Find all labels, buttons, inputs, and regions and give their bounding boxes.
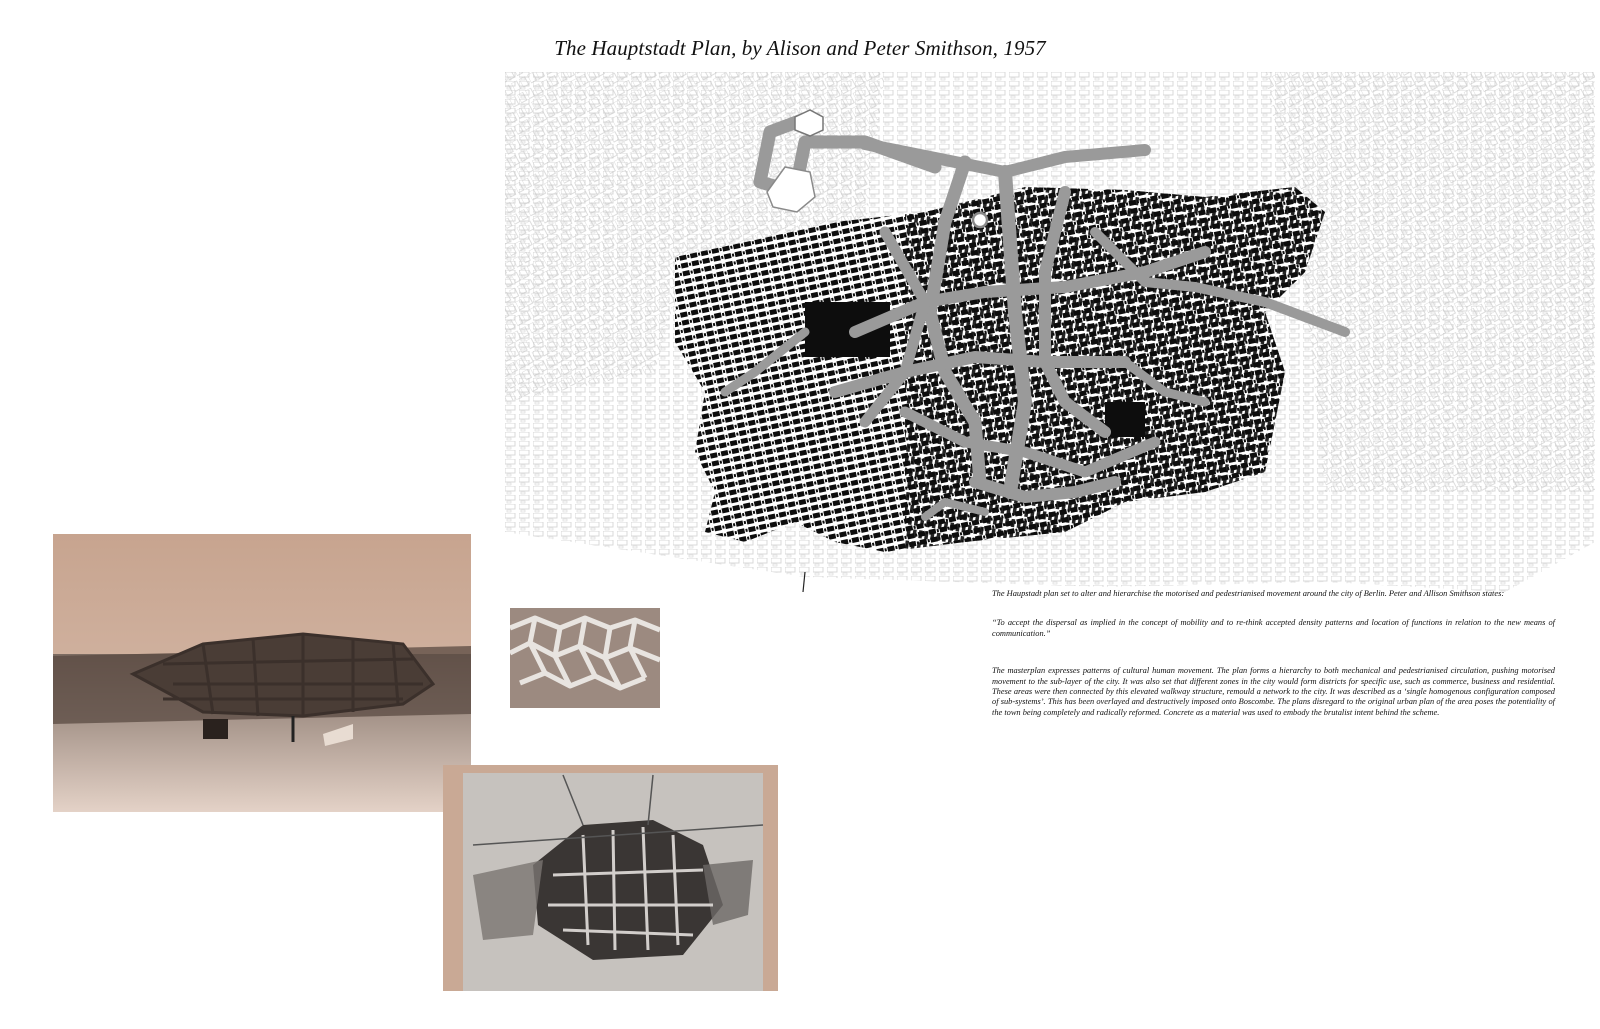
caption-intro: The Haupstadt plan set to alter and hierarchise the motorised and pedestrianised movement around the city of Berlin. Peter and Allison Smithson states: xyxy=(992,589,1505,598)
caption-text xyxy=(992,589,1555,737)
model-top-photo xyxy=(443,765,778,991)
caption-quote: “To accept the dispersal as implied in the concept of mobility and to re-think accepted density patterns and location of functions in relation to the new means of communication.” xyxy=(992,618,1555,638)
model-detail-photo xyxy=(510,608,660,708)
model-side-photo xyxy=(53,534,471,812)
page-title: The Hauptstadt Plan, by Alison and Peter Smithson, 1957 xyxy=(554,36,1046,60)
caption-body: The masterplan expresses patterns of cultural human movement. The plan forms a hierarchy to both mechanical and pedestrianised circulation, pushing motorised movement to the sub-layer of the city. It was also set that different zones in the city would form districts for specific use, such as commerce, business and residential. These areas were then connected by this elevated walkway structure, remould a network to the city. It was described as a ‘single homogenous configuration composed of sub-systems’. This has been overlayed and destructively imposed onto Boscombe. The plans disregard to the original urban plan of the area poses the potentiality of the town being completely and radically reformed. Concrete as a material was used to embody the brutalist intent behind the scheme. xyxy=(992,666,1555,717)
figure-ground-map xyxy=(505,72,1595,602)
